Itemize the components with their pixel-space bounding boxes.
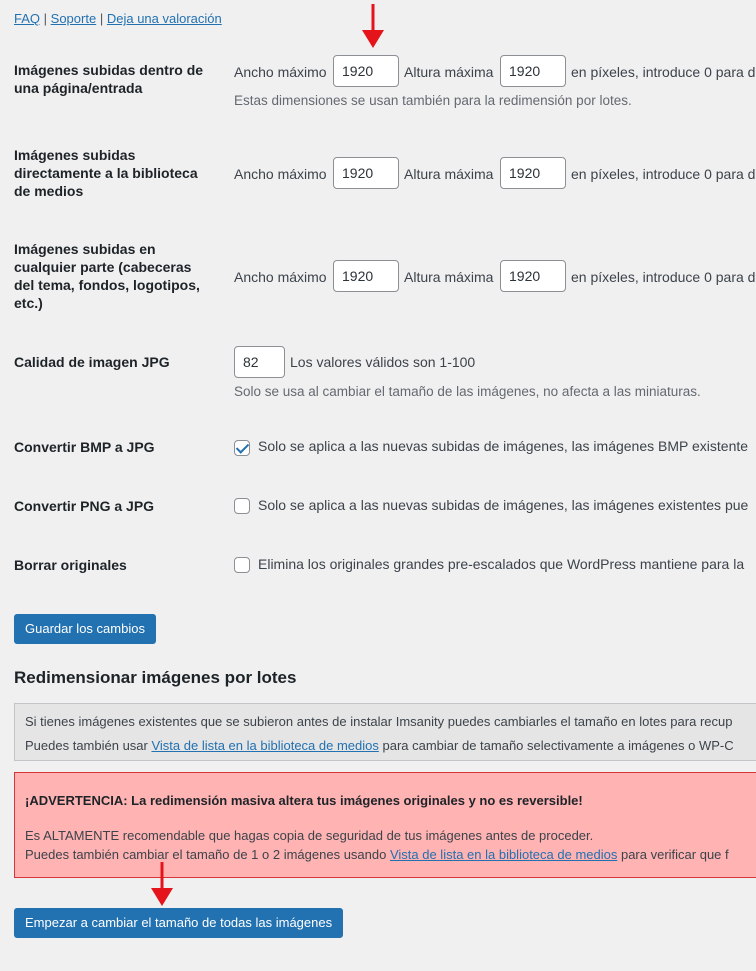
notice-text: Puedes también usar bbox=[25, 738, 152, 753]
page-post-max-height-input[interactable]: 1920 bbox=[500, 55, 566, 87]
png-to-jpg-text: Solo se aplica a las nuevas subidas de imágenes, las imágenes existentes pue bbox=[258, 497, 749, 513]
anywhere-max-width-input[interactable]: 1920 bbox=[333, 260, 399, 292]
max-width-label: Ancho máximo bbox=[234, 269, 327, 285]
jpg-quality-input[interactable]: 82 bbox=[234, 346, 285, 378]
max-height-label: Altura máxima bbox=[404, 269, 494, 285]
delete-originals-checkbox[interactable] bbox=[234, 557, 250, 573]
jpg-quality-hint: Los valores válidos son 1-100 bbox=[290, 354, 476, 370]
anywhere-max-height-input[interactable]: 1920 bbox=[500, 260, 566, 292]
bmp-to-jpg-checkbox[interactable] bbox=[234, 440, 250, 456]
jpg-quality-label: Calidad de imagen JPG bbox=[14, 354, 170, 370]
warning-text: Puedes también cambiar el tamaño de 1 o 2 imágenes usando bbox=[25, 847, 390, 862]
support-link[interactable]: Soporte bbox=[50, 11, 97, 26]
warning-line: Es ALTAMENTE recomendable que hagas copia de seguridad de tus imágenes antes de proceder. bbox=[25, 828, 594, 843]
jpg-quality-description: Solo se usa al cambiar el tamaño de las imágenes, no afecta a las miniaturas. bbox=[234, 384, 701, 399]
bulk-info-notice bbox=[14, 703, 756, 761]
save-changes-button[interactable]: Guardar los cambios bbox=[14, 614, 156, 644]
warning-title: ¡ADVERTENCIA: La redimensión masiva altera tus imágenes originales y no es reversible! bbox=[25, 793, 583, 808]
help-links bbox=[14, 11, 222, 26]
bmp-to-jpg-label: Convertir BMP a JPG bbox=[14, 439, 155, 455]
pixels-hint: en píxeles, introduce 0 para d bbox=[571, 269, 756, 285]
delete-originals-label: Borrar originales bbox=[14, 557, 127, 573]
bulk-warning-notice bbox=[14, 772, 756, 878]
bulk-resize-heading: Redimensionar imágenes por lotes bbox=[14, 668, 297, 687]
png-to-jpg-label: Convertir PNG a JPG bbox=[14, 498, 155, 514]
pixels-hint: en píxeles, introduce 0 para d bbox=[571, 166, 756, 182]
notice-line bbox=[25, 738, 734, 753]
page-post-description: Estas dimensiones se usan también para la redimensión por lotes. bbox=[234, 93, 632, 108]
page-post-label: Imágenes subidas dentro de una página/entrada bbox=[14, 62, 204, 96]
max-width-label: Ancho máximo bbox=[234, 64, 327, 80]
page-post-max-width-input[interactable]: 1920 bbox=[333, 55, 399, 87]
png-to-jpg-checkbox[interactable] bbox=[234, 498, 250, 514]
pixels-hint: en píxeles, introduce 0 para d bbox=[571, 64, 756, 80]
link-separator: | bbox=[43, 11, 48, 26]
notice-line: Si tienes imágenes existentes que se subieron antes de instalar Imsanity puedes cambiarles el tamaño en lotes para recup bbox=[25, 714, 733, 729]
media-library-max-width-input[interactable]: 1920 bbox=[333, 157, 399, 189]
anywhere-label: Imágenes subidas en cualquier parte (cabeceras del tema, fondos, logotipos, etc.) bbox=[14, 241, 200, 311]
link-separator: | bbox=[99, 11, 104, 26]
warning-line bbox=[25, 847, 729, 862]
bmp-to-jpg-text: Solo se aplica a las nuevas subidas de imágenes, las imágenes BMP existente bbox=[258, 438, 749, 454]
media-library-label: Imágenes subidas directamente a la biblioteca de medios bbox=[14, 147, 198, 199]
delete-originals-text: Elimina los originales grandes pre-escalados que WordPress mantiene para la bbox=[258, 556, 745, 572]
start-bulk-resize-button[interactable]: Empezar a cambiar el tamaño de todas las imágenes bbox=[14, 908, 343, 938]
max-width-label: Ancho máximo bbox=[234, 166, 327, 182]
media-library-list-link[interactable]: Vista de lista en la biblioteca de medios bbox=[151, 738, 379, 753]
max-height-label: Altura máxima bbox=[404, 166, 494, 182]
notice-text: para cambiar de tamaño selectivamente a imágenes o WP-C bbox=[378, 738, 734, 753]
faq-link[interactable]: FAQ bbox=[14, 11, 41, 26]
media-library-list-link[interactable]: Vista de lista en la biblioteca de medios bbox=[389, 847, 618, 862]
max-height-label: Altura máxima bbox=[404, 64, 494, 80]
warning-text: para verificar que f bbox=[617, 847, 729, 862]
red-arrow-down-icon bbox=[150, 862, 174, 908]
red-arrow-down-icon bbox=[361, 4, 385, 50]
media-library-max-height-input[interactable]: 1920 bbox=[500, 157, 566, 189]
review-link[interactable]: Deja una valoración bbox=[106, 11, 222, 26]
